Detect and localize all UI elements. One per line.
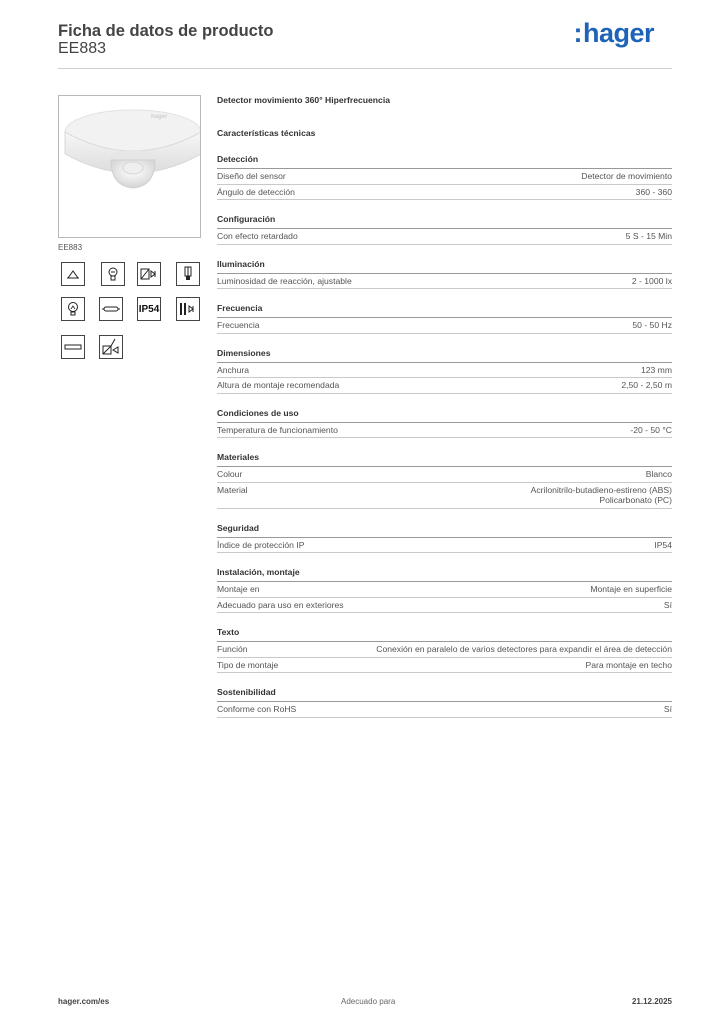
section-title: Condiciones de uso [217, 408, 672, 423]
ceiling-mount-icon [61, 262, 85, 286]
spec-label: Frecuencia [217, 320, 260, 330]
spec-row [217, 229, 672, 245]
spec-section-instalacion [217, 567, 672, 613]
spec-label: Luminosidad de reacción, ajustable [217, 275, 352, 286]
spec-section-sostenibilidad [217, 687, 672, 718]
spec-label: Anchura [217, 364, 250, 375]
spec-section-configuracion [217, 214, 672, 245]
spec-section-condiciones [217, 408, 672, 439]
spec-label: Conforme con RoHS [217, 704, 297, 714]
section-title: Texto [217, 627, 672, 642]
section-title: Seguridad [217, 523, 672, 538]
spec-value: Blanco [645, 469, 672, 479]
ip54-badge [137, 297, 161, 321]
footer-date: 21.12.2025 [631, 997, 672, 1006]
logo-text: hager [582, 18, 654, 48]
spec-value: -20 - 50 °C [630, 424, 672, 435]
spec-label: Adecuado para uso en exteriores [217, 599, 344, 610]
spec-value: 2,50 - 2,50 m [621, 380, 672, 390]
spec-value: Montaje en superficie [590, 584, 672, 594]
page-title: Ficha de datos de producto [58, 22, 274, 40]
spec-value: 50 - 50 Hz [632, 320, 672, 330]
spec-row [217, 363, 672, 379]
incandescent-lamp-icon [61, 297, 85, 321]
spec-value: Sí [663, 599, 672, 610]
product-name: Detector movimiento 360° Hiperfrecuencia [217, 95, 390, 105]
spec-value-multiline [531, 485, 672, 506]
spec-label: Función [217, 644, 248, 654]
spec-value: 5 S - 15 Min [625, 231, 672, 241]
spec-label: Montaje en [217, 584, 260, 594]
electronic-transformer-icon [176, 297, 200, 321]
spec-label: Colour [217, 469, 243, 479]
spec-row [217, 318, 672, 334]
spec-label: Temperatura de funcionamiento [217, 424, 338, 435]
spec-section-dimensiones [217, 348, 672, 394]
section-title: Materiales [217, 452, 672, 467]
section-title: Sostenibilidad [217, 687, 672, 702]
led-driver-icon [137, 262, 161, 286]
header-divider [58, 68, 672, 69]
spec-row [217, 538, 672, 554]
spec-value: IP54 [654, 539, 672, 550]
spec-value: Sí [663, 704, 672, 714]
spec-row [217, 169, 672, 185]
spec-section-seguridad [217, 523, 672, 554]
tube-lamp-icon [99, 297, 123, 321]
section-title: Iluminación [217, 259, 672, 274]
spec-label: Índice de protección IP [217, 539, 305, 550]
section-title: Configuración [217, 214, 672, 229]
section-title: Dimensiones [217, 348, 672, 363]
section-title: Frecuencia [217, 303, 672, 318]
spec-content [217, 95, 672, 718]
spec-section-deteccion [217, 154, 672, 200]
halogen-lamp-icon [101, 262, 125, 286]
spec-row [217, 185, 672, 201]
spec-row [217, 423, 672, 439]
motion-detector-icon [59, 96, 200, 237]
spec-row [217, 483, 672, 509]
spec-label: Altura de montaje recomendada [217, 380, 340, 390]
spec-row [217, 598, 672, 614]
footer-center-text: Adecuado para [341, 997, 396, 1006]
spec-row [217, 658, 672, 674]
fluorescent-lamp-icon [176, 262, 200, 286]
spec-section-texto [217, 627, 672, 673]
spec-row [217, 467, 672, 483]
spec-label: Ángulo de detección [217, 186, 295, 197]
image-caption: EE883 [58, 243, 83, 252]
header [58, 20, 672, 68]
spec-row [217, 582, 672, 598]
section-title: Detección [217, 154, 672, 169]
spec-section-materiales [217, 452, 672, 509]
spec-value: 360 - 360 [635, 186, 672, 197]
tech-specs-title: Características técnicas [217, 128, 316, 138]
spec-label: Tipo de montaje [217, 659, 279, 670]
spec-row [217, 378, 672, 394]
footer-website-link[interactable]: hager.com/es [58, 997, 110, 1006]
spec-row [217, 274, 672, 290]
spec-row [217, 702, 672, 718]
spec-value: Para montaje en techo [585, 659, 672, 670]
spec-value: 123 mm [640, 364, 672, 375]
spec-label: Con efecto retardado [217, 231, 298, 241]
spec-section-frecuencia [217, 303, 672, 334]
product-image [58, 95, 201, 238]
spec-row [217, 642, 672, 658]
spec-value: Conexión en paralelo de varios detectores para expandir el área de detección [376, 644, 672, 654]
wiring-connection-icon [99, 335, 123, 359]
spec-section-iluminacion [217, 259, 672, 290]
spec-label: Material [217, 484, 248, 495]
hager-logo: :hager [573, 18, 654, 48]
ip54-text: IP54 [138, 303, 160, 315]
spec-value: Acrilonitrilo-butadieno-estireno (ABS) [530, 484, 672, 495]
spec-value: Detector de movimiento [581, 171, 672, 181]
spec-value: Policarbonato (PC) [599, 495, 672, 505]
section-title: Instalación, montaje [217, 567, 672, 582]
fluorescent-tube-icon [61, 335, 85, 359]
spec-label: Diseño del sensor [217, 171, 286, 181]
svg-text:hager: hager [151, 114, 168, 120]
product-code: EE883 [58, 40, 107, 57]
spec-value: 2 - 1000 lx [631, 275, 672, 286]
